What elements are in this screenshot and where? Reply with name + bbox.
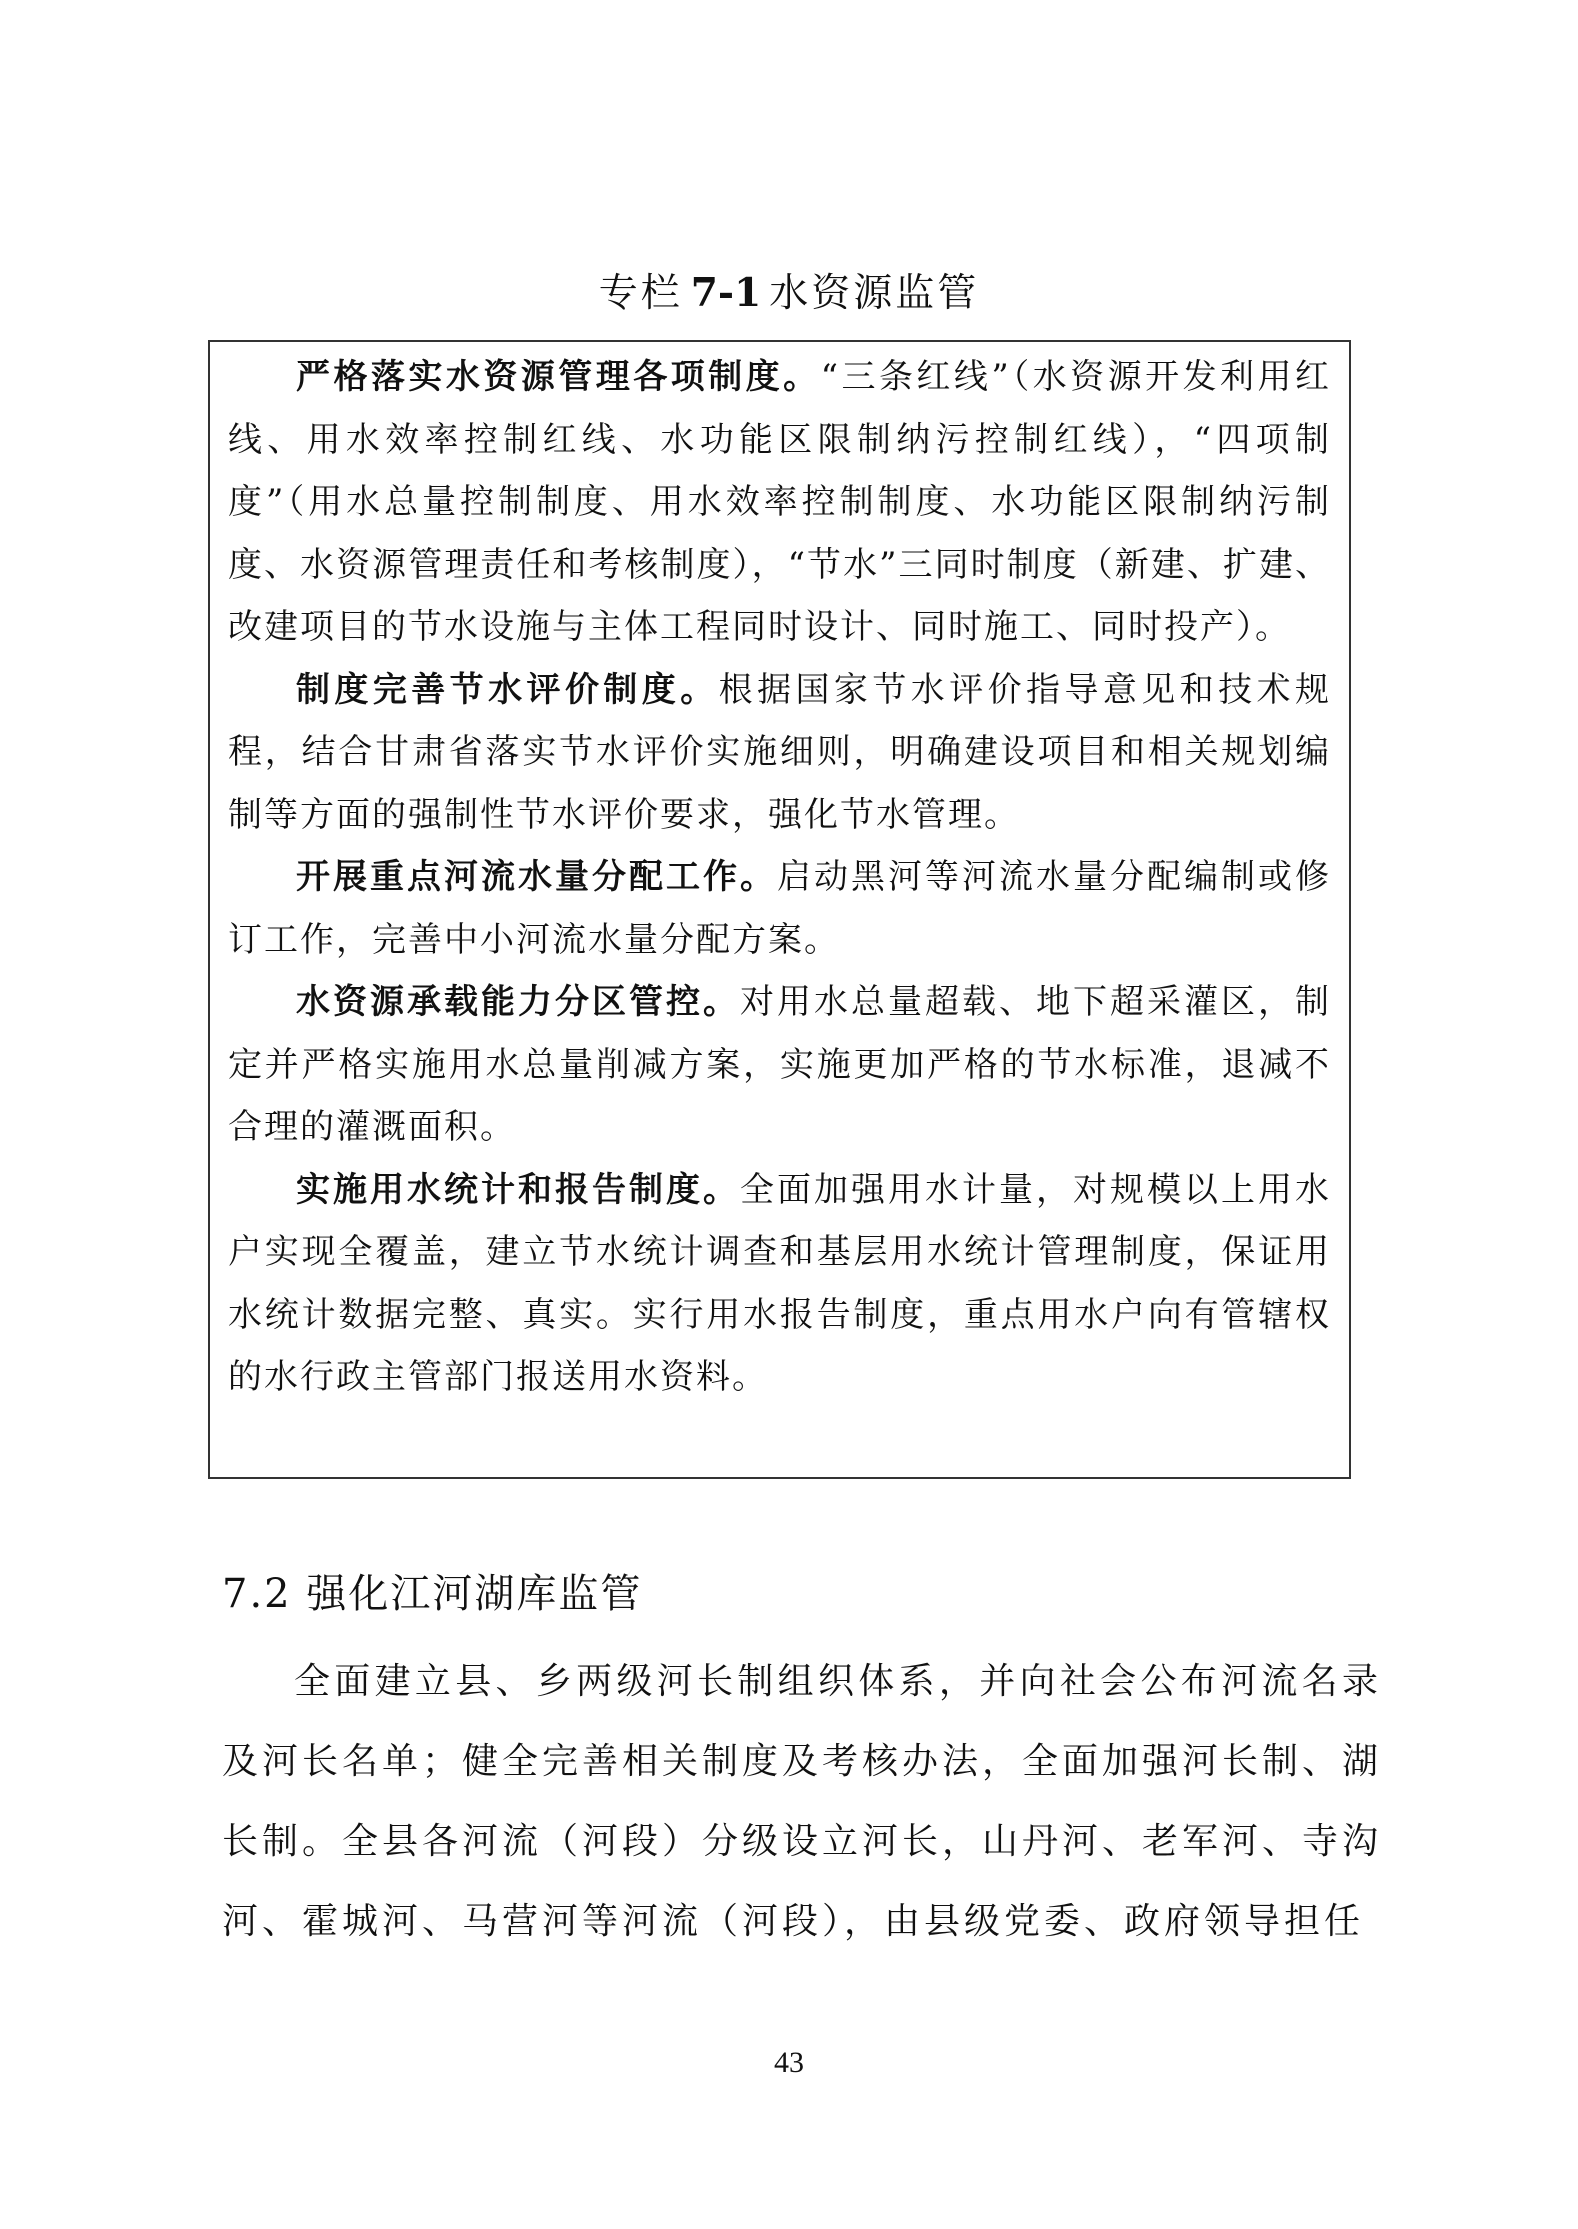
page-number: 43: [774, 2046, 804, 2079]
box-paragraph: [228, 971, 1331, 1159]
paragraph-text: 根据国家节水评价指导意见和技术规程，结合甘肃省落实节水评价实施细则，明确建设项目和相关规划编制等方面的强制性节水评价要求，强化节水管理。: [228, 669, 1332, 835]
column-box: [208, 340, 1351, 1479]
column-title: [0, 262, 1578, 318]
paragraph-lead: 开展重点河流水量分配工作。: [296, 857, 777, 897]
paragraph-text: 全面加强用水计量，对规模以上用水户实现全覆盖，建立节水统计调查和基层用水统计管理制度，保证用水统计数据完整、真实。实行用水报告制度，重点用水户向有管辖权的水行政主管部门报送用水资料。: [228, 1169, 1331, 1397]
paragraph-lead: 严格落实水资源管理各项制度。: [296, 357, 821, 397]
box-paragraph: [228, 659, 1331, 847]
box-paragraph: [228, 346, 1331, 659]
body-paragraph: 全面建立县、乡两级河长制组织体系，并向社会公布河流名录及河长名单；健全完善相关制度及考核办法，全面加强河长制、湖长制。全县各河流（河段）分级设立河长，山丹河、老军河、寺沟河、霍城河、马营河等河流（河段），由县级党委、政府领导担任: [222, 1661, 1383, 1942]
paragraph-lead: 制度完善节水评价制度。: [296, 669, 719, 710]
box-paragraph: [228, 1159, 1331, 1409]
paragraph-text: 启动黑河等河流水量分配编制或修订工作，完善中小河流水量分配方案。: [228, 857, 1331, 960]
paragraph-text: “三条红线”（水资源开发利用红线、用水效率控制红线、水功能区限制纳污控制红线），“四项制度”（用水总量控制制度、用水效率控制制度、水功能区限制纳污制度、水资源管理责任和考核制度），“节水”三同时制度（新建、扩建、改建项目的节水设施与主体工程同时设计、同时施工、同时投产）。: [228, 357, 1332, 647]
section-body: [222, 1642, 1382, 1962]
box-paragraph: [228, 846, 1331, 971]
paragraph-text: 对用水总量超载、地下超采灌区，制定并严格实施用水总量削减方案，实施更加严格的节水标准，退减不合理的灌溉面积。: [228, 982, 1331, 1147]
paragraph-lead: 实施用水统计和报告制度。: [296, 1169, 740, 1210]
column-prefix: 专栏: [598, 271, 683, 316]
column-number: 7-1: [690, 270, 762, 316]
section-heading: 7.2 强化江河湖库监管: [222, 1571, 643, 1617]
column-title-text: 水资源监管: [769, 271, 980, 316]
paragraph-lead: 水资源承载能力分区管控。: [296, 982, 740, 1022]
